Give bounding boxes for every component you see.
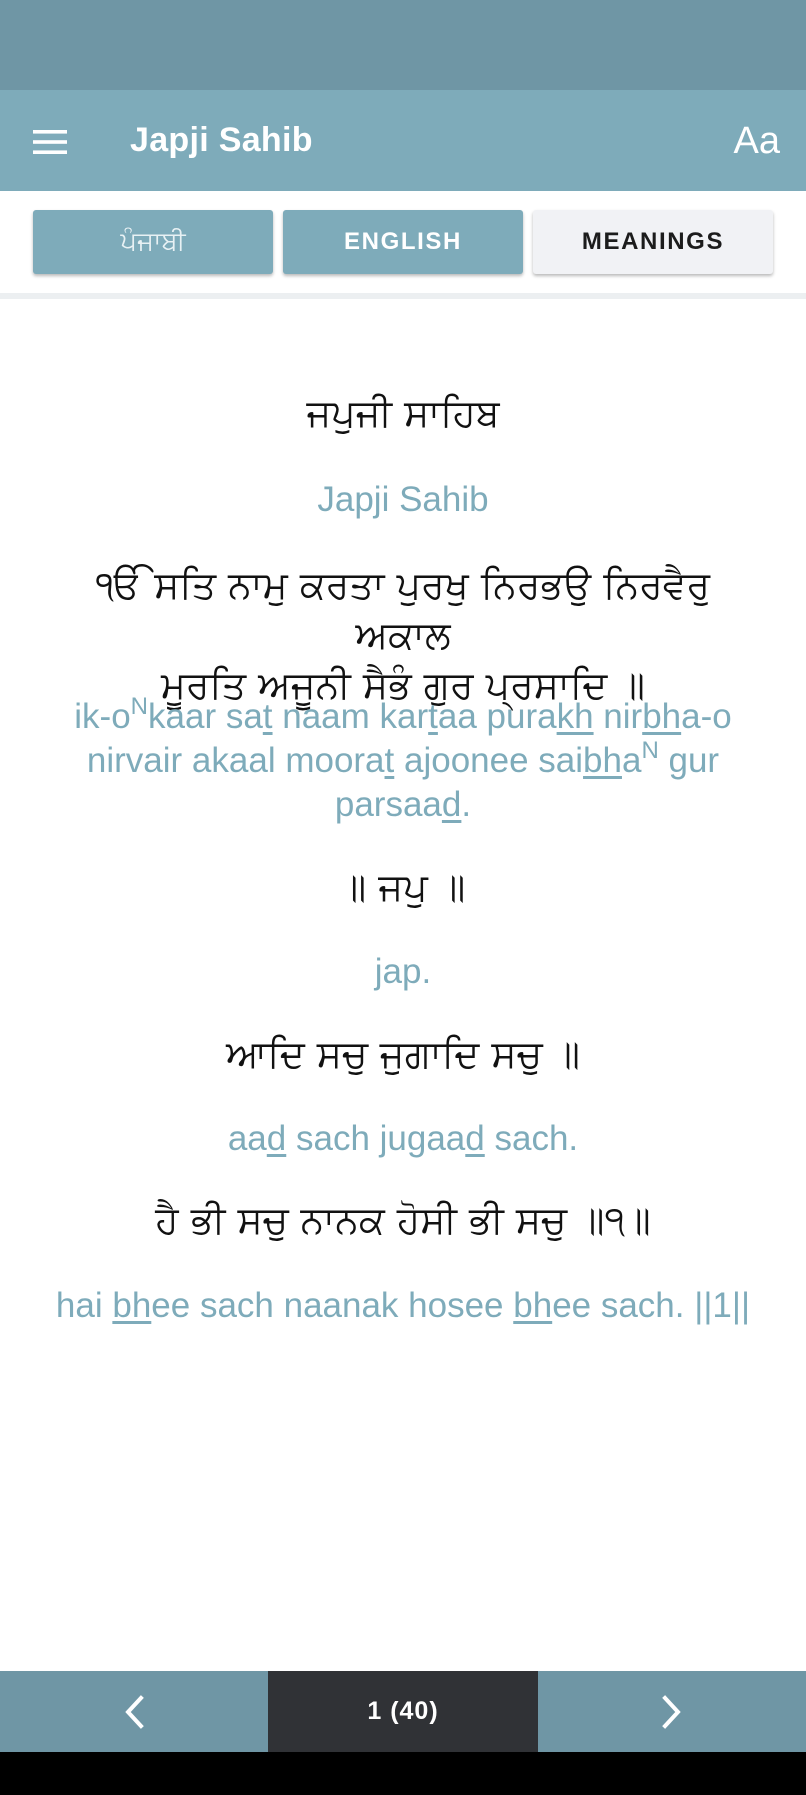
menu-button[interactable]	[26, 118, 74, 166]
font-size-button[interactable]: Aa	[733, 120, 780, 162]
hamburger-menu-icon	[33, 129, 67, 155]
tab-english[interactable]: ENGLISH	[283, 210, 523, 274]
verse-3-gurmukhi: ਆਦਿ ਸਚੁ ਜੁਗਾਦਿ ਸਚੁ ॥	[225, 1032, 581, 1076]
verse-2-transliteration: jap.	[374, 952, 432, 991]
system-navigation-bar	[0, 1752, 806, 1795]
verse-1-transliteration: $ik-o^Nkaar$ sat naam kartaa purakh nirbha-o nirvair akaal moorat ajoonee saibha$^N$ gur parsaad.	[74, 693, 732, 824]
page-indicator: 1 (40)	[268, 1671, 538, 1752]
verse-3-transliteration: aad sach jugaad sach.	[227, 1119, 579, 1158]
scripture-content	[0, 300, 806, 1670]
status-bar	[0, 0, 806, 90]
chevron-right-icon	[661, 1695, 683, 1729]
app-bar	[0, 90, 806, 191]
chevron-left-icon	[123, 1695, 145, 1729]
bottom-navigation	[0, 1671, 806, 1752]
previous-page-button[interactable]	[0, 1671, 268, 1752]
verse-1-gurmukhi-line-1: ੴ ਸਤਿ ਨਾਮੁ ਕਰਤਾ ਪੁਰਖੁ ਨਿਰਭਉ ਨਿਰਵੈਰੁ ਅਕਾਲ	[95, 563, 711, 657]
tab-meanings[interactable]: MEANINGS	[533, 210, 773, 274]
title-gurmukhi: ਜਪੁਜੀ ਸਾਹਿਬ	[306, 391, 500, 435]
title-transliteration: Japji Sahib	[317, 480, 489, 519]
verse-4-transliteration: hai bhee sach naanak hosee bhee sach. ||1||	[55, 1286, 751, 1325]
app-title: Japji Sahib	[130, 121, 313, 159]
verse-2-gurmukhi: ॥ ਜਪੁ ॥	[340, 865, 466, 909]
tab-strip	[0, 191, 806, 299]
tab-punjabi[interactable]: ਪੰਜਾਬੀ	[33, 210, 273, 274]
verse-1-gurmukhi	[50, 560, 756, 710]
verse-1-gurmukhi-line-2: ਮੂਰਤਿ ਅਜੂਨੀ ਸੈਭੰ ਗੁਰ ਪ੍ਰਸਾਦਿ ॥	[160, 663, 646, 707]
verse-4-gurmukhi: ਹੈ ਭੀ ਸਚੁ ਨਾਨਕ ਹੋਸੀ ਭੀ ਸਚੁ ॥੧॥	[155, 1198, 651, 1242]
next-page-button[interactable]	[538, 1671, 806, 1752]
